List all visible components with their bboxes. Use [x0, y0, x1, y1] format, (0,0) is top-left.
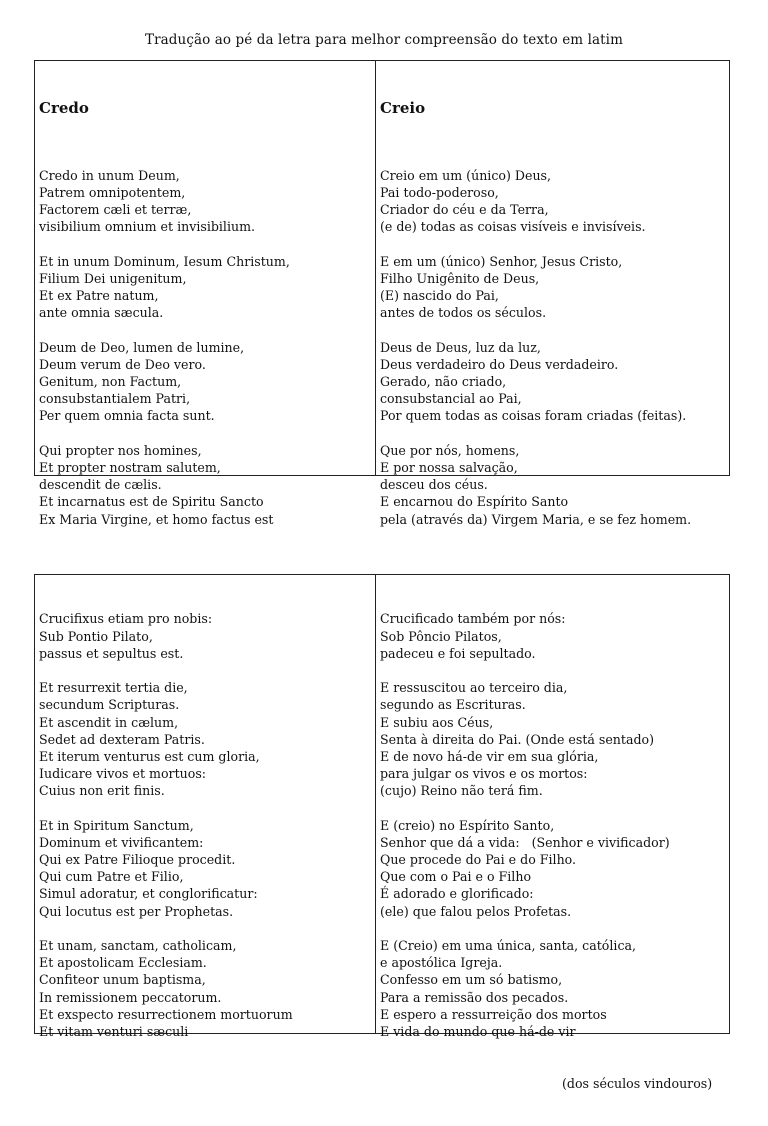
text-line: E (creio) no Espírito Santo, [380, 817, 555, 833]
text-line: Confiteor unum baptisma, [39, 972, 206, 988]
latin-column-top [35, 61, 376, 527]
latin-column-bottom [35, 575, 376, 1039]
text-line: Filho Unigênito de Deus, [380, 270, 540, 286]
text-line: Sedet ad dexteram Patris. [39, 731, 205, 747]
portuguese-stanzas-bottom [380, 610, 729, 1040]
text-line: Et apostolicam Ecclesiam. [39, 955, 207, 971]
text-line: Dominum et vivificantem: [39, 834, 204, 850]
text-line: Qui propter nos homines, [39, 442, 202, 458]
stanza [380, 610, 729, 662]
text-line: Criador do céu e da Terra, [380, 202, 549, 218]
stanza [39, 253, 375, 322]
text-line: Filium Dei unigenitum, [39, 270, 187, 286]
stanza [39, 817, 375, 920]
text-line: Per quem omnia facta sunt. [39, 408, 215, 424]
text-line: E subiu aos Céus, [380, 714, 494, 730]
text-line: E de novo há-de vir em sua glória, [380, 748, 599, 764]
text-line: Gerado, não criado, [380, 374, 507, 390]
stanza [380, 679, 729, 799]
stanza [39, 167, 375, 236]
text-line: E (Creio) em uma única, santa, católica, [380, 937, 637, 953]
text-line: Et resurrexit tertia die, [39, 680, 188, 696]
text-line: Et unam, sanctam, catholicam, [39, 937, 237, 953]
latin-stanzas-bottom [39, 610, 375, 1040]
text-line: Factorem cæli et terræ, [39, 202, 192, 218]
text-line: (ele) que falou pelos Profetas. [380, 903, 572, 919]
text-line: Senhor que dá a vida: (Senhor e vivificador) [380, 834, 670, 850]
stanza [380, 339, 729, 425]
text-line: Deus verdadeiro do Deus verdadeiro. [380, 356, 619, 372]
text-line: (cujo) Reino não terá fim. [380, 783, 543, 799]
text-line: Para a remissão dos pecados. [380, 989, 569, 1005]
text-line: pela (através da) Virgem Maria, e se fez homem. [380, 511, 692, 527]
text-line: Senta à direita do Pai. (Onde está sentado) [380, 731, 655, 747]
stanza [39, 610, 375, 662]
text-line: E ressuscitou ao terceiro dia, [380, 680, 568, 696]
text-line: Qui cum Patre et Filio, [39, 869, 184, 885]
latin-column-heading: Credo [39, 99, 89, 118]
text-line: Et vitam venturi sæculi [39, 1023, 189, 1039]
text-line: descendit de cælis. [39, 477, 162, 493]
text-line: para julgar os vivos e os mortos: [380, 766, 588, 782]
text-line: visibilium omnium et invisibilium. [39, 219, 256, 235]
text-line: (e de) todas as coisas visíveis e invisíveis. [380, 219, 646, 235]
text-line: Confesso em um só batismo, [380, 972, 563, 988]
text-line: Crucificado também por nós: [380, 611, 566, 627]
text-line: E por nossa salvação, [380, 460, 518, 475]
text-line: Credo in unum Deum, [39, 167, 180, 183]
page-caption: Tradução ao pé da letra para melhor compreensão do texto em latim [144, 32, 623, 48]
text-line: Et iterum venturus est cum gloria, [39, 748, 260, 764]
text-line: consubstancial ao Pai, [380, 391, 522, 407]
text-line: Et exspecto resurrectionem mortuorum [39, 1006, 293, 1022]
stanza [39, 339, 375, 425]
text-line: Qui locutus est per Prophetas. [39, 903, 234, 919]
text-line: In remissionem peccatorum. [39, 989, 222, 1005]
text-line: Creio em um (único) Deus, [380, 167, 552, 183]
text-line: passus et sepultus est. [39, 645, 184, 661]
text-line: e apostólica Igreja. [380, 955, 503, 971]
text-line: Patrem omnipotentem, [39, 185, 186, 200]
portuguese-column-bottom [376, 575, 729, 1091]
text-line: (E) nascido do Pai, [380, 288, 499, 304]
text-line: Deum verum de Deo vero. [39, 356, 206, 372]
text-line: Que procede do Pai e do Filho. [380, 852, 577, 868]
text-line: consubstantialem Patri, [39, 391, 191, 407]
text-line: Et ascendit in cælum, [39, 714, 179, 730]
text-line: Que por nós, homens, [380, 442, 520, 458]
text-line: E encarnou do Espírito Santo [380, 494, 569, 510]
stanza [380, 253, 729, 322]
stanza [380, 442, 729, 528]
text-line: Qui ex Patre Filioque procedit. [39, 852, 236, 868]
text-line: desceu dos céus. [380, 477, 488, 493]
text-line: Cuius non erit finis. [39, 783, 165, 799]
text-line: antes de todos os séculos. [380, 305, 547, 321]
text-line: E em um (único) Senhor, Jesus Cristo, [380, 253, 623, 269]
trailing-note: (dos séculos vindouros) [562, 1075, 713, 1091]
text-line: Et in unum Dominum, Iesum Christum, [39, 253, 290, 269]
stanza [380, 937, 729, 1040]
text-line: Sub Pontio Pilato, [39, 628, 153, 644]
credo-table-top [34, 60, 730, 527]
text-line: Et ex Patre natum, [39, 288, 159, 304]
text-line: Et incarnatus est de Spiritu Sancto [39, 494, 264, 510]
text-line: segundo as Escrituras. [380, 697, 526, 713]
credo-table-bottom [34, 574, 730, 1091]
text-line: padeceu e foi sepultado. [380, 645, 536, 661]
text-line: Por quem todas as coisas foram criadas (feitas). [380, 408, 687, 424]
text-line: Simul adoratur, et conglorificatur: [39, 886, 258, 902]
text-line: Sob Pôncio Pilatos, [380, 628, 502, 644]
text-line: Et propter nostram salutem, [39, 460, 221, 475]
text-line: Que com o Pai e o Filho [380, 869, 532, 885]
stanza [39, 679, 375, 799]
text-line: secundum Scripturas. [39, 697, 180, 713]
text-line: Deum de Deo, lumen de lumine, [39, 339, 245, 355]
stanza [380, 167, 729, 236]
text-line: Ex Maria Virgine, et homo factus est [39, 511, 274, 527]
text-line: É adorado e glorificado: [380, 886, 534, 902]
text-line: Iudicare vivos et mortuos: [39, 766, 207, 782]
text-line: ante omnia sæcula. [39, 305, 164, 321]
text-line: Pai todo-poderoso, [380, 185, 499, 200]
portuguese-stanzas-top [380, 167, 729, 528]
portuguese-column-heading: Creio [380, 99, 426, 118]
text-line: Crucifixus etiam pro nobis: [39, 611, 213, 627]
text-line: E espero a ressurreição dos mortos [380, 1006, 607, 1022]
stanza [380, 817, 729, 920]
text-line: Et in Spiritum Sanctum, [39, 817, 194, 833]
stanza [39, 442, 375, 528]
portuguese-column-top [376, 61, 729, 527]
text-line: E vida do mundo que há-de vir [380, 1023, 576, 1039]
text-line: Genitum, non Factum, [39, 374, 182, 390]
latin-stanzas-top [39, 167, 375, 528]
text-line: Deus de Deus, luz da luz, [380, 339, 541, 355]
stanza [39, 937, 375, 1040]
